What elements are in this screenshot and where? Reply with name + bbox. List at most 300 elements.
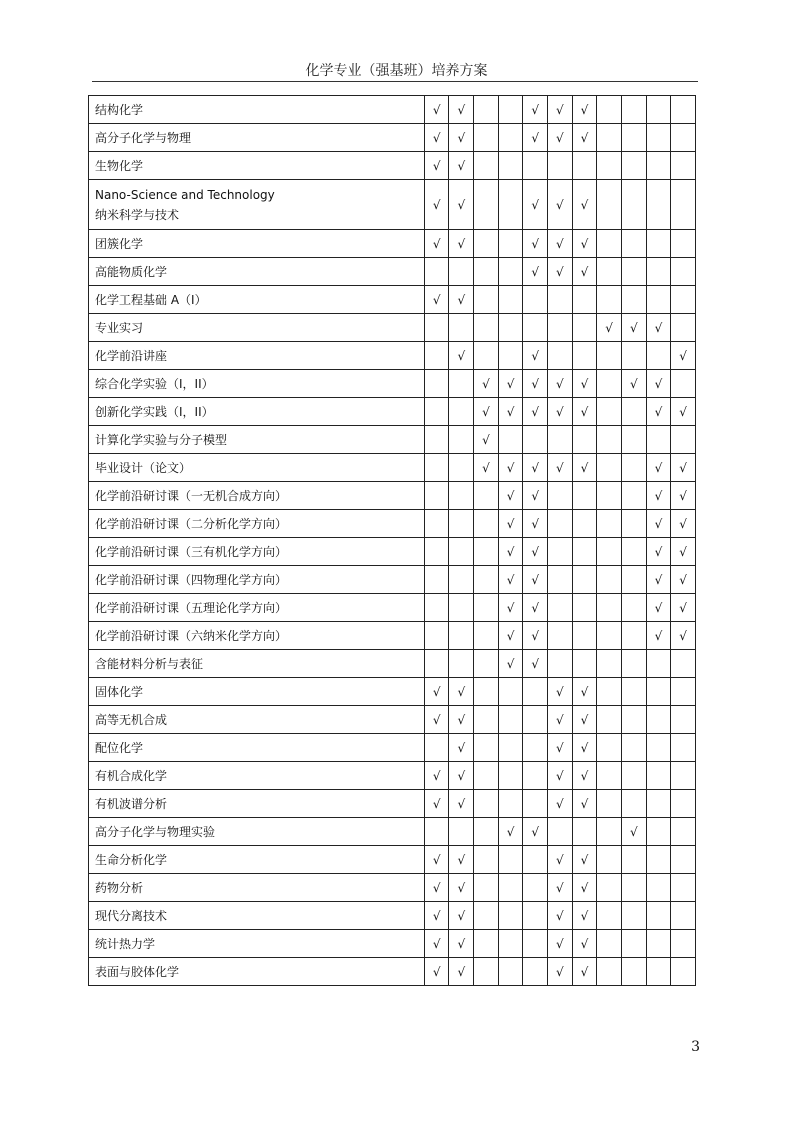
- course-name: 有机波谱分析: [95, 796, 168, 811]
- requirement-cell: [621, 180, 646, 230]
- requirement-cell: [548, 706, 573, 734]
- requirement-cell: [621, 538, 646, 566]
- requirement-cell: [671, 818, 696, 846]
- requirement-cell: [449, 566, 474, 594]
- requirement-cell: [597, 426, 622, 454]
- check-mark: √: [629, 376, 638, 391]
- check-mark: √: [580, 684, 589, 699]
- requirement-cell: [671, 734, 696, 762]
- requirement-cell: [498, 818, 523, 846]
- check-mark: √: [654, 376, 663, 391]
- requirement-cell: [523, 342, 548, 370]
- requirement-cell: [671, 566, 696, 594]
- requirement-cell: [548, 762, 573, 790]
- requirement-cell: [548, 510, 573, 538]
- course-name-cell: [89, 678, 425, 706]
- requirement-cell: [498, 622, 523, 650]
- requirement-cell: [646, 622, 671, 650]
- requirement-cell: [597, 258, 622, 286]
- course-name: 高能物质化学: [95, 264, 168, 279]
- check-mark: √: [457, 158, 466, 173]
- requirement-cell: [474, 314, 499, 342]
- page-number: 3: [691, 1039, 700, 1055]
- check-mark: √: [556, 102, 564, 117]
- requirement-cell: [474, 342, 499, 370]
- requirement-cell: [548, 874, 573, 902]
- requirement-cell: [621, 762, 646, 790]
- requirement-cell: [523, 818, 548, 846]
- course-name: 化学前沿研讨课（四物理化学方向）: [95, 572, 288, 587]
- course-name-cell: [89, 622, 425, 650]
- requirement-cell: [523, 958, 548, 986]
- table-row: [89, 342, 696, 370]
- requirement-cell: [548, 566, 573, 594]
- table-row: [89, 152, 696, 180]
- requirement-cell: [523, 538, 548, 566]
- requirement-cell: [523, 734, 548, 762]
- requirement-cell: [597, 622, 622, 650]
- requirement-cell: [646, 426, 671, 454]
- requirement-cell: [621, 426, 646, 454]
- course-name: 化学前沿研讨课（二分析化学方向）: [95, 516, 288, 531]
- requirement-cell: [621, 734, 646, 762]
- requirement-cell: [646, 650, 671, 678]
- requirement-cell: [498, 286, 523, 314]
- requirement-cell: [449, 398, 474, 426]
- check-mark: √: [432, 197, 441, 212]
- requirement-cell: [572, 622, 597, 650]
- requirement-cell: [424, 96, 449, 124]
- check-mark: √: [531, 656, 540, 671]
- requirement-cell: [498, 734, 523, 762]
- check-mark: √: [556, 712, 564, 727]
- requirement-cell: [424, 958, 449, 986]
- requirement-cell: [474, 846, 499, 874]
- requirement-cell: [597, 124, 622, 152]
- course-name-cell: [89, 706, 425, 734]
- check-mark: √: [556, 404, 564, 419]
- course-name-cell: [89, 482, 425, 510]
- requirement-cell: [597, 846, 622, 874]
- check-mark: √: [432, 908, 441, 923]
- requirement-cell: [621, 874, 646, 902]
- course-name-cell: [89, 930, 425, 958]
- requirement-cell: [572, 762, 597, 790]
- requirement-cell: [671, 902, 696, 930]
- requirement-cell: [523, 426, 548, 454]
- requirement-cell: [474, 734, 499, 762]
- course-name: 化学前沿研讨课（六纳米化学方向）: [95, 628, 288, 643]
- requirement-cell: [523, 762, 548, 790]
- check-mark: √: [432, 130, 441, 145]
- requirement-cell: [474, 538, 499, 566]
- requirement-cell: [474, 510, 499, 538]
- requirement-cell: [597, 790, 622, 818]
- table-row: [89, 846, 696, 874]
- requirement-cell: [597, 482, 622, 510]
- requirement-cell: [646, 510, 671, 538]
- requirement-cell: [449, 482, 474, 510]
- check-mark: √: [506, 824, 515, 839]
- check-mark: √: [531, 404, 540, 419]
- check-mark: √: [580, 796, 589, 811]
- check-mark: √: [679, 572, 687, 587]
- requirement-cell: [646, 706, 671, 734]
- course-name-cell: [89, 902, 425, 930]
- requirement-cell: [597, 286, 622, 314]
- check-mark: √: [457, 712, 466, 727]
- requirement-cell: [671, 622, 696, 650]
- requirement-cell: [498, 538, 523, 566]
- course-name-cell: [89, 426, 425, 454]
- requirement-cell: [449, 96, 474, 124]
- check-mark: √: [432, 712, 441, 727]
- requirement-cell: [523, 678, 548, 706]
- course-name: 创新化学实践（I，II）: [95, 404, 214, 419]
- requirement-cell: [548, 426, 573, 454]
- requirement-cell: [597, 930, 622, 958]
- requirement-cell: [498, 678, 523, 706]
- requirement-cell: [474, 370, 499, 398]
- check-mark: √: [679, 628, 687, 643]
- requirement-cell: [449, 622, 474, 650]
- requirement-cell: [646, 258, 671, 286]
- check-mark: √: [654, 516, 663, 531]
- requirement-cell: [572, 370, 597, 398]
- course-name-cell: [89, 124, 425, 152]
- requirement-cell: [646, 818, 671, 846]
- requirement-cell: [474, 286, 499, 314]
- requirement-cell: [523, 258, 548, 286]
- check-mark: √: [531, 488, 540, 503]
- requirement-cell: [572, 706, 597, 734]
- requirement-cell: [498, 314, 523, 342]
- requirement-cell: [449, 152, 474, 180]
- check-mark: √: [679, 544, 687, 559]
- requirement-cell: [424, 930, 449, 958]
- requirement-cell: [523, 286, 548, 314]
- requirement-cell: [597, 958, 622, 986]
- requirement-cell: [572, 538, 597, 566]
- requirement-cell: [474, 650, 499, 678]
- requirement-cell: [523, 398, 548, 426]
- requirement-cell: [449, 342, 474, 370]
- requirement-cell: [548, 342, 573, 370]
- page-header-title: 化学专业（强基班）培养方案: [305, 63, 488, 79]
- requirement-cell: [523, 152, 548, 180]
- requirement-cell: [474, 124, 499, 152]
- requirement-cell: [646, 152, 671, 180]
- requirement-cell: [474, 818, 499, 846]
- check-mark: √: [457, 908, 466, 923]
- requirement-cell: [449, 706, 474, 734]
- requirement-cell: [424, 314, 449, 342]
- requirement-cell: [621, 398, 646, 426]
- requirement-cell: [572, 398, 597, 426]
- requirement-cell: [498, 454, 523, 482]
- requirement-cell: [424, 566, 449, 594]
- requirement-cell: [572, 482, 597, 510]
- requirement-cell: [548, 124, 573, 152]
- requirement-cell: [671, 180, 696, 230]
- table-row: [89, 594, 696, 622]
- requirement-cell: [646, 762, 671, 790]
- check-mark: √: [605, 320, 613, 335]
- requirement-cell: [671, 706, 696, 734]
- requirement-cell: [548, 180, 573, 230]
- requirement-cell: [646, 96, 671, 124]
- requirement-cell: [621, 314, 646, 342]
- requirement-cell: [572, 124, 597, 152]
- requirement-cell: [474, 96, 499, 124]
- requirement-cell: [572, 594, 597, 622]
- requirement-cell: [621, 482, 646, 510]
- requirement-cell: [572, 678, 597, 706]
- check-mark: √: [580, 197, 589, 212]
- course-name: 高分子化学与物理实验: [95, 824, 216, 839]
- requirement-cell: [621, 454, 646, 482]
- requirement-cell: [621, 958, 646, 986]
- course-name-cell: [89, 286, 425, 314]
- requirement-cell: [498, 706, 523, 734]
- requirement-cell: [424, 398, 449, 426]
- requirement-cell: [523, 566, 548, 594]
- requirement-cell: [597, 180, 622, 230]
- requirement-cell: [671, 230, 696, 258]
- requirement-cell: [621, 818, 646, 846]
- requirement-cell: [523, 622, 548, 650]
- check-mark: √: [556, 768, 564, 783]
- course-name: 高分子化学与物理: [95, 130, 192, 145]
- requirement-cell: [646, 342, 671, 370]
- course-name-cell: [89, 790, 425, 818]
- requirement-cell: [621, 706, 646, 734]
- requirement-cell: [671, 96, 696, 124]
- requirement-cell: [671, 258, 696, 286]
- check-mark: √: [580, 264, 589, 279]
- requirement-cell: [474, 152, 499, 180]
- requirement-cell: [498, 96, 523, 124]
- check-mark: √: [506, 572, 515, 587]
- check-mark: √: [531, 197, 540, 212]
- requirement-cell: [646, 678, 671, 706]
- check-mark: √: [580, 460, 589, 475]
- requirement-cell: [498, 426, 523, 454]
- table-row: [89, 678, 696, 706]
- check-mark: √: [457, 964, 466, 979]
- requirement-cell: [474, 482, 499, 510]
- requirement-cell: [597, 314, 622, 342]
- requirement-cell: [449, 594, 474, 622]
- requirement-cell: [671, 594, 696, 622]
- check-mark: √: [506, 600, 515, 615]
- table-row: [89, 930, 696, 958]
- requirement-cell: [424, 342, 449, 370]
- requirement-cell: [523, 594, 548, 622]
- requirement-cell: [572, 510, 597, 538]
- requirement-cell: [424, 124, 449, 152]
- requirement-cell: [498, 762, 523, 790]
- course-name: 配位化学: [95, 740, 144, 755]
- check-mark: √: [457, 102, 466, 117]
- requirement-cell: [572, 230, 597, 258]
- course-name: Nano-Science and Technology: [95, 187, 275, 202]
- check-mark: √: [432, 102, 441, 117]
- requirement-cell: [449, 678, 474, 706]
- check-mark: √: [531, 348, 540, 363]
- check-mark: √: [457, 292, 466, 307]
- requirement-cell: [572, 650, 597, 678]
- course-name-cell: [89, 958, 425, 986]
- requirement-cell: [548, 678, 573, 706]
- requirement-cell: [597, 762, 622, 790]
- requirement-cell: [424, 734, 449, 762]
- course-name: 表面与胶体化学: [95, 964, 180, 979]
- requirement-cell: [474, 706, 499, 734]
- check-mark: √: [531, 102, 540, 117]
- requirement-cell: [474, 258, 499, 286]
- requirement-cell: [572, 930, 597, 958]
- requirement-cell: [424, 370, 449, 398]
- check-mark: √: [432, 936, 441, 951]
- check-mark: √: [654, 320, 663, 335]
- course-name-cell: [89, 650, 425, 678]
- requirement-cell: [424, 258, 449, 286]
- requirement-cell: [646, 124, 671, 152]
- requirement-cell: [646, 790, 671, 818]
- check-mark: √: [556, 936, 564, 951]
- check-mark: √: [457, 796, 466, 811]
- check-mark: √: [679, 488, 687, 503]
- course-name-cell: [89, 398, 425, 426]
- check-mark: √: [482, 404, 490, 419]
- requirement-cell: [523, 96, 548, 124]
- requirement-cell: [498, 958, 523, 986]
- requirement-cell: [671, 790, 696, 818]
- requirement-cell: [621, 622, 646, 650]
- requirement-cell: [498, 124, 523, 152]
- requirement-cell: [424, 180, 449, 230]
- check-mark: √: [556, 236, 564, 251]
- requirement-cell: [449, 734, 474, 762]
- requirement-cell: [671, 874, 696, 902]
- requirement-cell: [548, 650, 573, 678]
- course-name: 计算化学实验与分子模型: [95, 432, 228, 447]
- requirement-cell: [671, 370, 696, 398]
- requirement-cell: [572, 818, 597, 846]
- course-name: 化学前沿研讨课（三有机化学方向）: [95, 544, 288, 559]
- course-name: 毕业设计（论文）: [95, 460, 192, 475]
- check-mark: √: [654, 488, 663, 503]
- check-mark: √: [482, 432, 490, 447]
- check-mark: √: [556, 964, 564, 979]
- check-mark: √: [556, 796, 564, 811]
- check-mark: √: [580, 130, 589, 145]
- requirement-cell: [498, 790, 523, 818]
- check-mark: √: [457, 130, 466, 145]
- requirement-cell: [424, 762, 449, 790]
- check-mark: √: [432, 292, 441, 307]
- check-mark: √: [531, 628, 540, 643]
- course-name: 生命分析化学: [95, 852, 168, 867]
- check-mark: √: [580, 964, 589, 979]
- check-mark: √: [556, 852, 564, 867]
- requirement-cell: [572, 96, 597, 124]
- check-mark: √: [531, 130, 540, 145]
- check-mark: √: [506, 516, 515, 531]
- check-mark: √: [556, 376, 564, 391]
- check-mark: √: [556, 684, 564, 699]
- check-mark: √: [580, 376, 589, 391]
- table-row: [89, 706, 696, 734]
- check-mark: √: [531, 460, 540, 475]
- requirement-cell: [671, 538, 696, 566]
- course-name-cell: [89, 152, 425, 180]
- requirement-cell: [498, 258, 523, 286]
- check-mark: √: [457, 740, 466, 755]
- requirement-cell: [572, 790, 597, 818]
- check-mark: √: [531, 376, 540, 391]
- requirement-cell: [572, 286, 597, 314]
- check-mark: √: [679, 404, 687, 419]
- requirement-cell: [646, 314, 671, 342]
- check-mark: √: [556, 880, 564, 895]
- requirement-cell: [424, 482, 449, 510]
- course-name: 化学前沿研讨课（一无机合成方向）: [95, 488, 288, 503]
- requirement-cell: [597, 398, 622, 426]
- table-row: [89, 538, 696, 566]
- requirement-cell: [597, 734, 622, 762]
- check-mark: √: [679, 600, 687, 615]
- check-mark: √: [679, 348, 687, 363]
- table-row: [89, 734, 696, 762]
- course-name-cell: [89, 454, 425, 482]
- requirement-cell: [449, 762, 474, 790]
- requirement-cell: [548, 398, 573, 426]
- requirement-cell: [498, 650, 523, 678]
- requirement-cell: [646, 958, 671, 986]
- requirement-cell: [621, 342, 646, 370]
- requirement-cell: [548, 314, 573, 342]
- requirement-cell: [548, 482, 573, 510]
- course-name-cell: [89, 734, 425, 762]
- requirement-cell: [621, 902, 646, 930]
- check-mark: √: [432, 852, 441, 867]
- requirement-cell: [646, 902, 671, 930]
- course-name: 专业实习: [95, 320, 144, 335]
- requirement-cell: [424, 706, 449, 734]
- course-name-cell: [89, 566, 425, 594]
- course-name: 含能材料分析与表征: [95, 656, 204, 671]
- requirement-cell: [424, 538, 449, 566]
- requirement-cell: [621, 124, 646, 152]
- check-mark: √: [556, 197, 564, 212]
- table-row: [89, 258, 696, 286]
- requirement-cell: [548, 96, 573, 124]
- requirement-cell: [449, 454, 474, 482]
- requirement-cell: [523, 790, 548, 818]
- table-row: [89, 874, 696, 902]
- requirement-cell: [621, 678, 646, 706]
- requirement-cell: [572, 342, 597, 370]
- requirement-cell: [474, 230, 499, 258]
- table-row: [89, 566, 696, 594]
- requirement-cell: [449, 180, 474, 230]
- check-mark: √: [654, 460, 663, 475]
- course-name: 化学前沿研讨课（五理论化学方向）: [95, 600, 288, 615]
- requirement-cell: [621, 230, 646, 258]
- table-row: [89, 314, 696, 342]
